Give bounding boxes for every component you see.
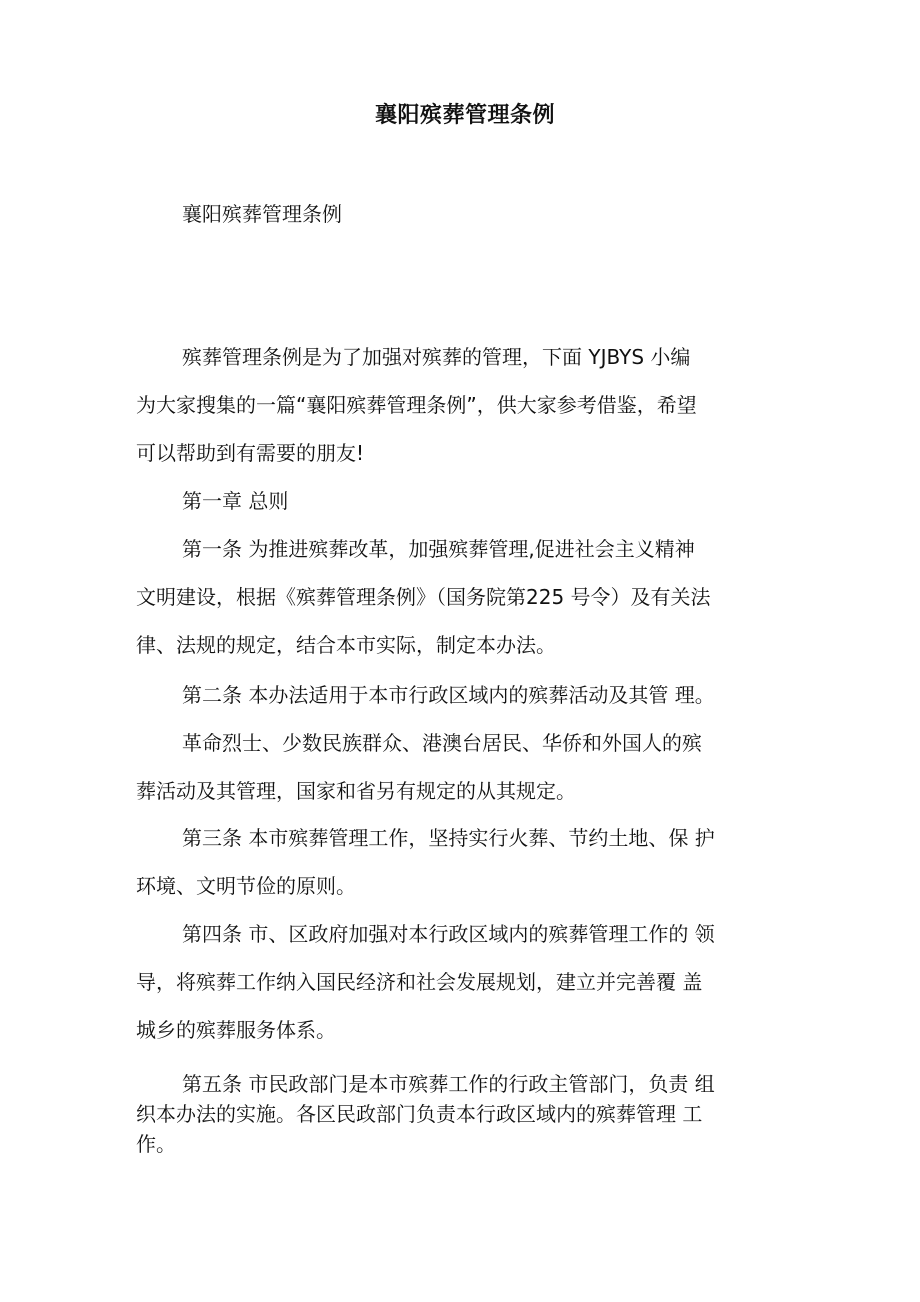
paragraph-line: 第五条 市民政部门是本市殡葬工作的行政主管部门，负责 组 [182, 1072, 715, 1096]
paragraph-line: 作。 [136, 1132, 176, 1156]
paragraph-line: 第四条 市、区政府加强对本行政区域内的殡葬管理工作的 领 [182, 922, 715, 946]
document-title: 襄阳殡葬管理条例 [374, 103, 555, 128]
paragraph-line: 第一条 为推进殡葬改革，加强殡葬管理,促进社会主义精神 [182, 537, 695, 561]
paragraph-line: 为大家搜集的一篇“襄阳殡葬管理条例”，供大家参考借鉴，希望 [136, 393, 697, 417]
paragraph-line: 环境、文明节俭的原则。 [136, 874, 356, 898]
paragraph-line: 殡葬管理条例是为了加强对殡葬的管理，下面 YJBYS 小编 [182, 345, 691, 369]
paragraph-line: 导，将殡葬工作纳入国民经济和社会发展规划，建立并完善覆 盖 [136, 970, 703, 994]
paragraph-line: 第三条 本市殡葬管理工作，坚持实行火葬、节约土地、保 护 [182, 826, 715, 850]
chapter-heading: 第一章 总则 [182, 489, 289, 513]
paragraph-line: 城乡的殡葬服务体系。 [136, 1018, 336, 1042]
paragraph-line: 文明建设，根据《殡葬管理条例》（国务院第225 号令）及有关法 [136, 585, 711, 609]
paragraph-line: 革命烈士、少数民族群众、港澳台居民、华侨和外国人的殡 [182, 731, 702, 755]
document-subtitle: 襄阳殡葬管理条例 [182, 202, 342, 226]
paragraph-line: 织本办法的实施。各区民政部门负责本行政区域内的殡葬管理 工 [136, 1102, 703, 1126]
paragraph-line: 可以帮助到有需要的朋友! [136, 441, 365, 465]
paragraph-line: 律、法规的规定，结合本市实际，制定本办法。 [136, 633, 556, 657]
paragraph-line: 第二条 本办法适用于本市行政区域内的殡葬活动及其管 理。 [182, 683, 715, 707]
paragraph-line: 葬活动及其管理，国家和省另有规定的从其规定。 [136, 779, 576, 803]
